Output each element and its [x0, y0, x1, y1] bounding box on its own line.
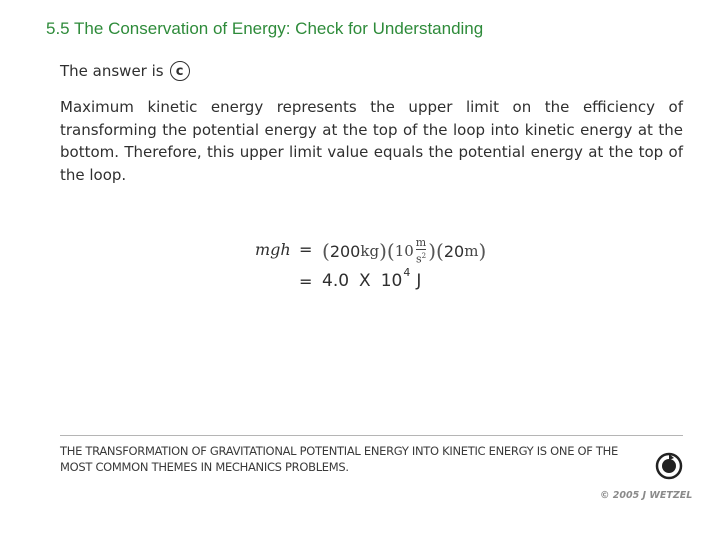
- result-mantissa: 4.0: [322, 271, 350, 291]
- height-value: 20: [443, 241, 465, 261]
- footnote-text: THE TRANSFORMATION OF GRAVITATIONAL POTENTIAL ENERGY INTO KINETIC ENERGY IS ONE OF THE MOST COMMON THEMES IN MECHANICS PROBLEMS.: [60, 444, 618, 474]
- result-times: X: [359, 271, 371, 291]
- g-unit-fraction: [416, 238, 426, 265]
- explanation-text: Maximum kinetic energy represents the upper limit on the efficiency of transforming the potential energy at the top of the loop into kinetic energy at the bottom. Therefore, this upper limit value equals the potential energy at the top of the loop.: [60, 98, 683, 184]
- paren-close: ): [379, 239, 387, 264]
- slide-title: 5.5 The Conservation of Energy: Check for Understanding: [46, 19, 484, 38]
- result-base: 10: [380, 271, 403, 291]
- mass-unit: kg: [360, 242, 380, 261]
- footnote-divider: [60, 435, 683, 436]
- answer-prefix: The answer is: [60, 62, 164, 80]
- paren-open: (: [322, 239, 330, 264]
- fraction-bar: [416, 249, 426, 250]
- answer-choice-badge: c: [170, 61, 190, 81]
- paren-close: ): [428, 239, 437, 264]
- result-exponent: 4: [403, 266, 411, 279]
- conceptual-physics-logo-icon: [655, 452, 683, 480]
- g-unit-denominator: $s^2$: [415, 252, 427, 266]
- equation-lhs: mgh: [255, 240, 291, 259]
- paren-close: ): [478, 239, 487, 264]
- equation-equals-1: =: [299, 240, 313, 259]
- answer-line: [60, 61, 190, 81]
- paren-open: (: [386, 239, 395, 264]
- paren-open: (: [436, 239, 444, 264]
- height-unit: m: [464, 242, 479, 261]
- equation-result: [322, 266, 422, 291]
- equation-expression: [322, 238, 486, 265]
- result-unit: J: [416, 271, 422, 291]
- g-value: 10: [394, 242, 414, 261]
- copyright-text: © 2005 J WETZEL: [600, 490, 693, 501]
- g-unit-exponent: 2: [421, 252, 427, 260]
- equation-equals-2: =: [299, 272, 313, 291]
- mass-value: 200: [329, 241, 361, 261]
- g-unit-numerator: m: [415, 236, 427, 249]
